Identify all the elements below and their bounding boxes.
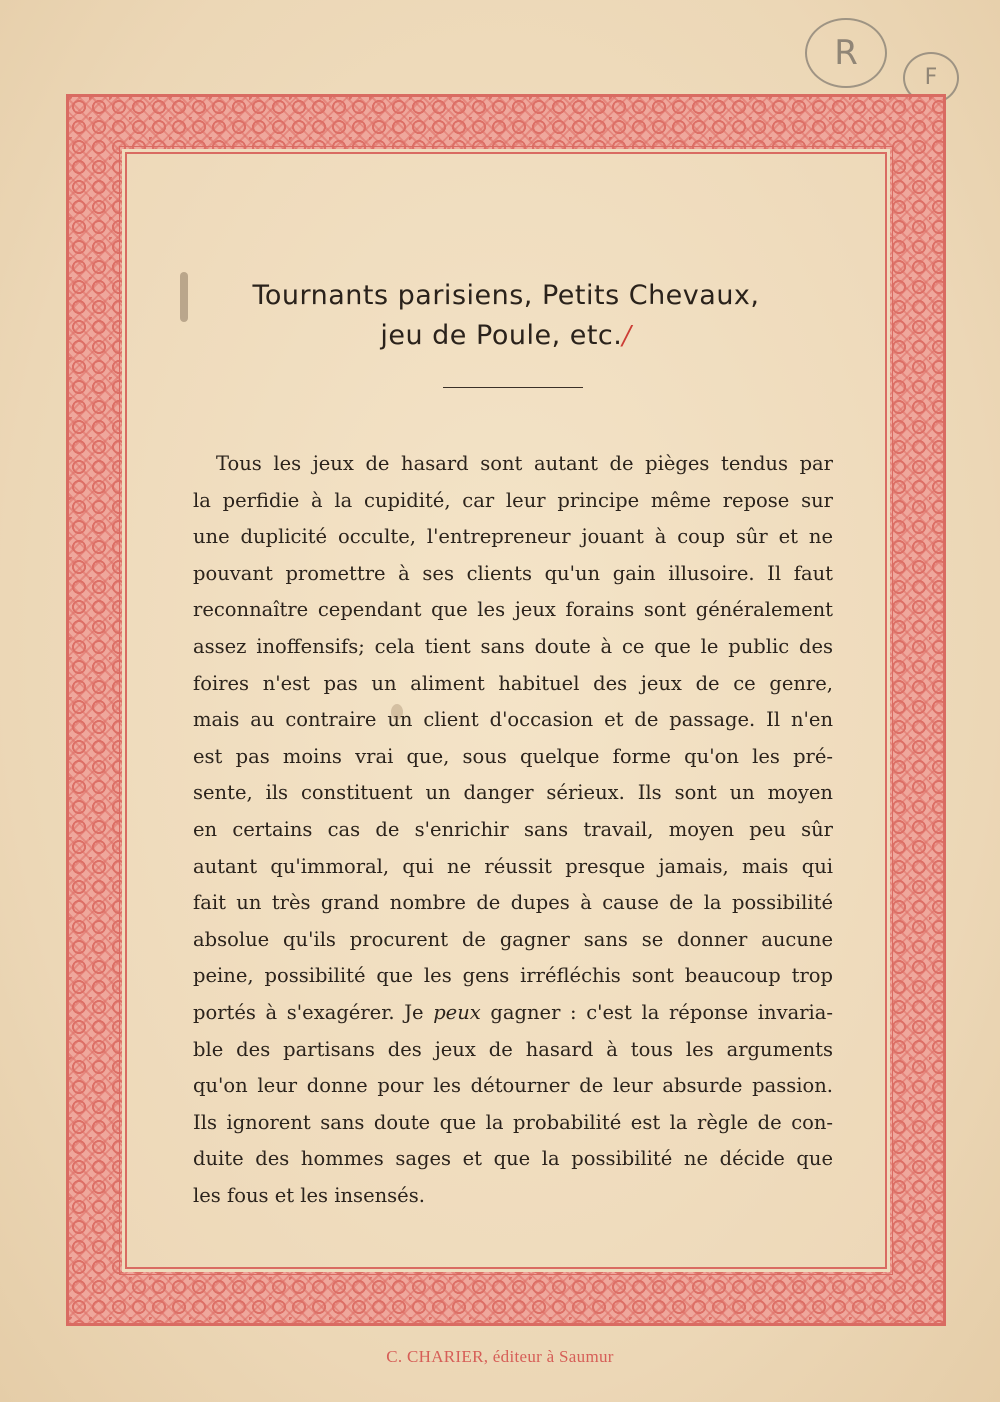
body-line: mais au contraire un client d'occasion et de passage. Il n'en xyxy=(193,708,833,732)
body-line: qu'on leur donne pour les détourner de leur absurde passion. xyxy=(193,1074,833,1098)
body-line: duite des hommes sages et que la possibilité ne décide que xyxy=(193,1147,833,1171)
title-divider xyxy=(443,387,583,388)
body-line: Tous les jeux de hasard sont autant de pièges tendus par xyxy=(216,452,833,475)
title-line-2 xyxy=(127,320,885,351)
body-line-end: gagner : c'est la réponse invaria- xyxy=(490,1000,833,1024)
publisher-footer: C. CHARIER, éditeur à Saumur xyxy=(386,1347,614,1366)
body-line: pouvant promettre à ses clients qu'un gain illusoire. Il faut xyxy=(193,561,833,585)
body-line: fait un très grand nombre de dupes à cause de la possibilité xyxy=(193,891,833,915)
body-line: absolue qu'ils procurent de gagner sans se donner aucune xyxy=(193,927,833,951)
body-line: sente, ils constituent un danger sérieux. Ils sont un moyen xyxy=(193,781,833,805)
body-line: une duplicité occulte, l'entrepreneur jouant à coup sûr et ne xyxy=(193,525,833,549)
title-line-2-text: jeu de Poule, etc. xyxy=(380,320,623,351)
italic-word: peux xyxy=(433,1000,481,1024)
body-line: ble des partisans des jeux de hasard à tous les arguments xyxy=(193,1037,833,1061)
red-pencil-mark: / xyxy=(622,321,632,351)
paper-stain xyxy=(180,272,188,322)
body-line: les fous et les insensés. xyxy=(193,1183,425,1207)
body-line: est pas moins vrai que, sous quelque forme qu'on les pré- xyxy=(193,744,833,768)
text-panel xyxy=(125,152,887,1269)
body-paragraph xyxy=(193,446,833,1214)
pencil-annotation-r: R xyxy=(805,18,887,88)
body-line: assez inoffensifs; cela tient sans doute à ce que le public des xyxy=(193,634,833,658)
body-line: Ils ignorent sans doute que la probabilité est la règle de con- xyxy=(193,1110,833,1134)
body-line: peine, possibilité que les gens irréfléchis sont beaucoup trop xyxy=(193,964,833,988)
body-line: foires n'est pas un aliment habituel des jeux de ce genre, xyxy=(193,671,833,695)
title-line-1: Tournants parisiens, Petits Chevaux, xyxy=(252,280,760,311)
paper-stain xyxy=(391,704,403,720)
body-line-start: portés à s'exagérer. Je xyxy=(193,1000,424,1024)
body-line: en certains cas de s'enrichir sans travail, moyen peu sûr xyxy=(193,817,833,841)
body-line: autant qu'immoral, qui ne réussit presque jamais, mais qui xyxy=(193,854,833,878)
body-line-with-italic xyxy=(193,995,833,1032)
body-line: la perfidie à la cupidité, car leur principe même repose sur xyxy=(193,488,833,512)
body-line: reconnaître cependant que les jeux forains sont généralement xyxy=(193,598,833,622)
ornamental-border xyxy=(66,94,946,1326)
content-area xyxy=(127,154,885,1267)
pencil-annotation-f: F xyxy=(903,52,959,104)
